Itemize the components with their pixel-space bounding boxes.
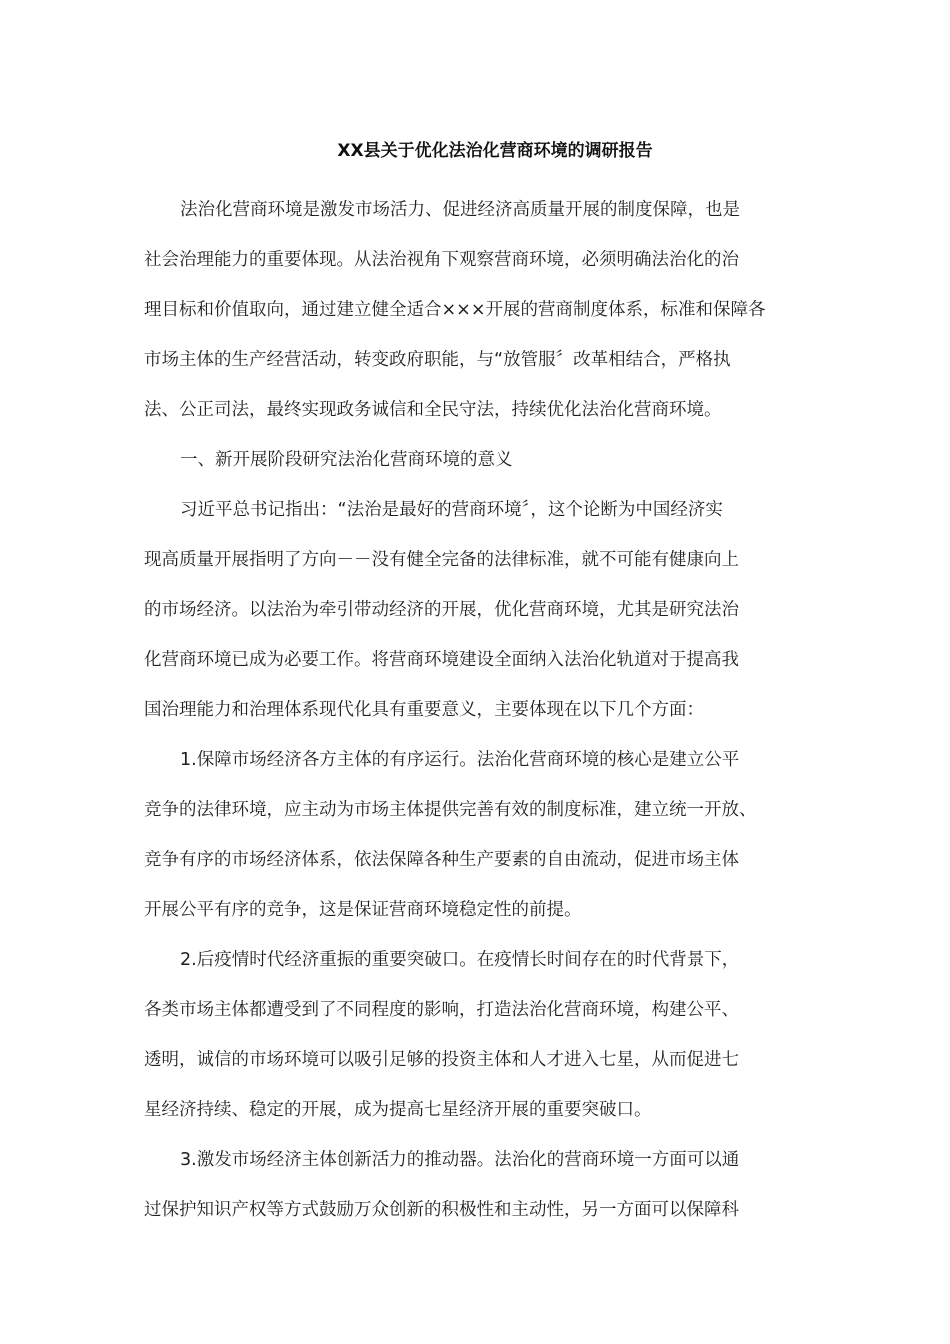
text-line: 法治化营商环境是激发市场活力、促进经济高质量开展的制度保障，也是 [180, 200, 740, 220]
text-line: 各类市场主体都遭受到了不同程度的影响，打造法治化营商环境，构建公平、 [144, 1000, 739, 1020]
text-line: 过保护知识产权等方式鼓励万众创新的积极性和主动性，另一方面可以保障科 [144, 1200, 739, 1220]
text-line: 1.保障市场经济各方主体的有序运行。法治化营商环境的核心是建立公平 [180, 750, 740, 770]
text-line: 星经济持续、稳定的开展，成为提高七星经济开展的重要突破口。 [144, 1100, 652, 1120]
text-line: 化营商环境已成为必要工作。将营商环境建设全面纳入法治化轨道对于提高我 [144, 650, 739, 670]
document-title: XX县关于优化法治化营商环境的调研报告 [337, 141, 653, 161]
text-line: 市场主体的生产经营活动，转变政府职能，与“放管服〞改革相结合，严格执 [144, 350, 731, 370]
text-line: 2.后疫情时代经济重振的重要突破口。在疫情长时间存在的时代背景下， [180, 950, 740, 970]
text-line: 开展公平有序的竞争，这是保证营商环境稳定性的前提。 [144, 900, 582, 920]
section-heading-text: 一、新开展阶段研究法治化营商环境的意义 [180, 450, 513, 470]
text-line: 3.激发市场经济主体创新活力的推动器。法治化的营商环境一方面可以通 [180, 1150, 740, 1170]
paragraph-point-3 [144, 1135, 804, 1235]
text-line: 法、公正司法，最终实现政务诚信和全民守法，持续优化法治化营商环境。 [144, 400, 722, 420]
paragraph-section-1 [144, 485, 804, 735]
paragraph-point-2 [144, 935, 804, 1135]
paragraph-point-1 [144, 735, 804, 935]
text-line: 现高质量开展指明了方向－－没有健全完备的法律标准，就不可能有健康向上 [144, 550, 739, 570]
text-line: 国治理能力和治理体系现代化具有重要意义，主要体现在以下几个方面： [144, 700, 704, 720]
section-heading [144, 435, 804, 485]
text-line: 竞争的法律环境，应主动为市场主体提供完善有效的制度标准，建立统一开放、 [144, 800, 757, 820]
text-line: 理目标和价值取向，通过建立健全适合×××开展的营商制度体系，标准和保障各 [144, 300, 766, 320]
text-line: 的市场经济。以法治为牵引带动经济的开展，优化营商环境，尤其是研究法治 [144, 600, 739, 620]
document-body [144, 185, 804, 1235]
paragraph-intro [144, 185, 804, 435]
text-line: 透明，诚信的市场环境可以吸引足够的投资主体和人才进入七星，从而促进七 [144, 1050, 739, 1070]
text-line: 竞争有序的市场经济体系，依法保障各种生产要素的自由流动，促进市场主体 [144, 850, 739, 870]
text-line: 习近平总书记指出：“法治是最好的营商环境〞，这个论断为中国经济实 [180, 500, 723, 520]
text-line: 社会治理能力的重要体现。从法治视角下观察营商环境，必须明确法治化的治 [144, 250, 739, 270]
